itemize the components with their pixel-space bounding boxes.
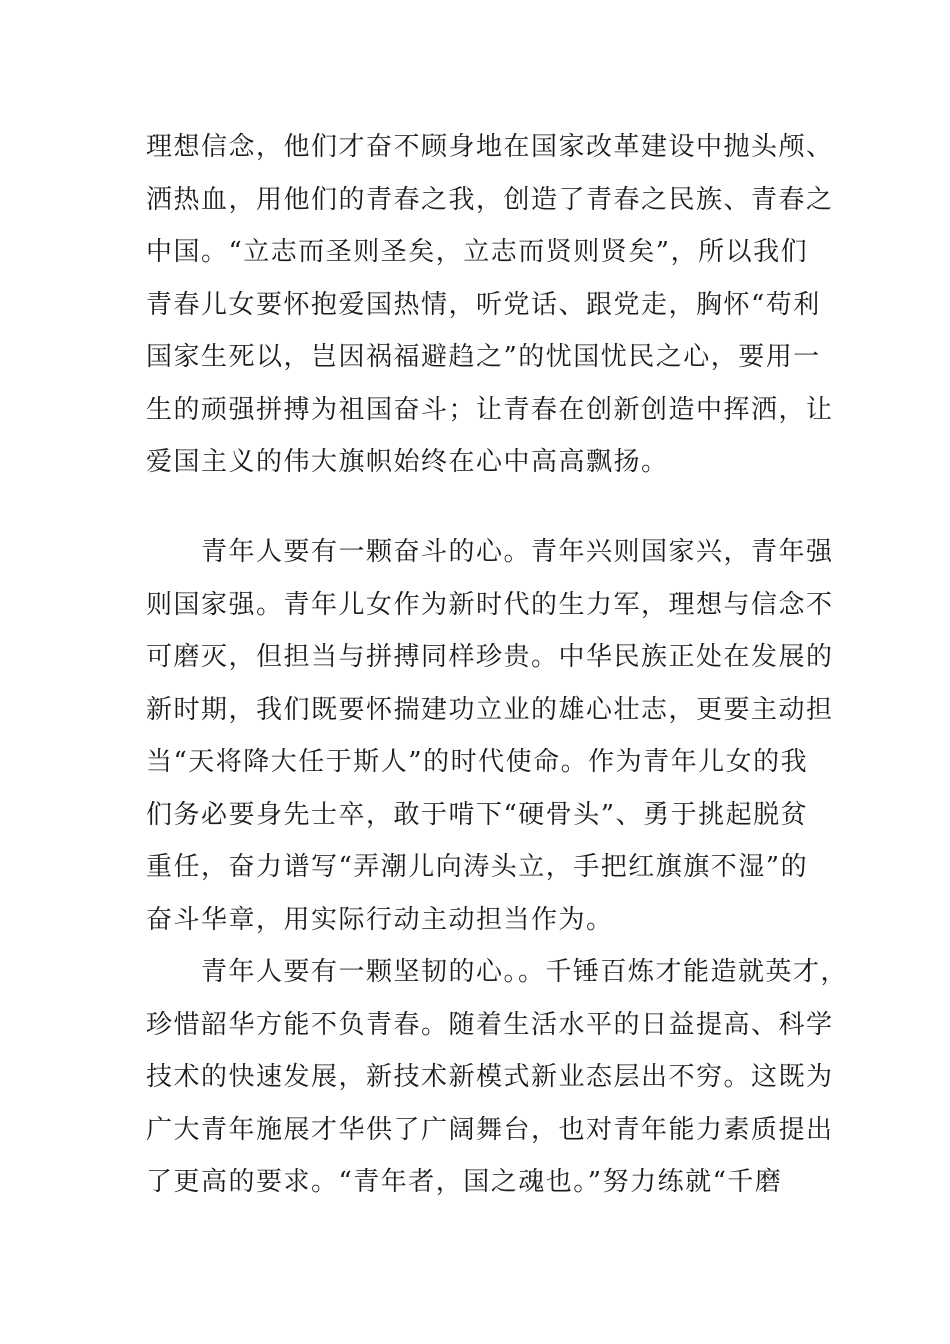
text-line: 新时期，我们既要怀揣建功立业的雄心壮志，更要主动担 bbox=[146, 694, 834, 725]
text-line: 爱国主义的伟大旗帜始终在心中高高飘扬。 bbox=[146, 447, 669, 477]
text-line: 广大青年施展才华供了广阔舞台，也对青年能力素质提出 bbox=[146, 1114, 834, 1145]
text-line: 技术的快速发展，新技术新模式新业态层出不穷。这既为 bbox=[146, 1062, 834, 1092]
text-line: 了更高的要求。“青年者，国之魂也。”努力练就“千磨 bbox=[146, 1167, 783, 1197]
text-line: 中国。“立志而圣则圣矣，立志而贤则贤矣”，所以我们 bbox=[146, 237, 809, 267]
text-line: 重任，奋力谱写“弄潮儿向涛头立，手把红旗旗不湿”的 bbox=[146, 852, 809, 882]
text-line: 珍惜韶华方能不负青春。随着生活水平的日益提高、科学 bbox=[146, 1009, 834, 1040]
text-line: 国家生死以，岂因祸福避趋之”的忧国忧民之心，要用一 bbox=[146, 342, 821, 372]
text-line: 奋斗华章，用实际行动主动担当作为。 bbox=[146, 904, 614, 935]
text-line: 青年人要有一颗奋斗的心。青年兴则国家兴，青年强 bbox=[146, 537, 834, 567]
text-line: 理想信念，他们才奋不顾身地在国家改革建设中抛头颅、 bbox=[146, 132, 834, 162]
text-line: 则国家强。青年儿女作为新时代的生力军，理想与信念不 bbox=[146, 589, 834, 620]
text-line: 洒热血，用他们的青春之我，创造了青春之民族、青春之 bbox=[146, 184, 834, 215]
text-line: 青春儿女要怀抱爱国热情，听党话、跟党走，胸怀“苟利 bbox=[146, 289, 821, 320]
text-line: 青年人要有一颗坚韧的心。。千锤百炼才能造就英才， bbox=[146, 957, 849, 987]
text-line: 当“天将降大任于斯人”的时代使命。作为青年儿女的我 bbox=[146, 747, 809, 777]
text-line: 可磨灭，但担当与拼搏同样珍贵。中华民族正处在发展的 bbox=[146, 642, 834, 672]
paragraph-1 bbox=[146, 121, 834, 489]
text-line: 们务必要身先士卒，敢于啃下“硬骨头”、勇于挑起脱贫 bbox=[146, 799, 809, 830]
paragraph-3 bbox=[146, 946, 849, 1209]
text-line: 生的顽强拼搏为祖国奋斗；让青春在创新创造中挥洒，让 bbox=[146, 394, 834, 425]
paragraph-2 bbox=[146, 526, 834, 946]
